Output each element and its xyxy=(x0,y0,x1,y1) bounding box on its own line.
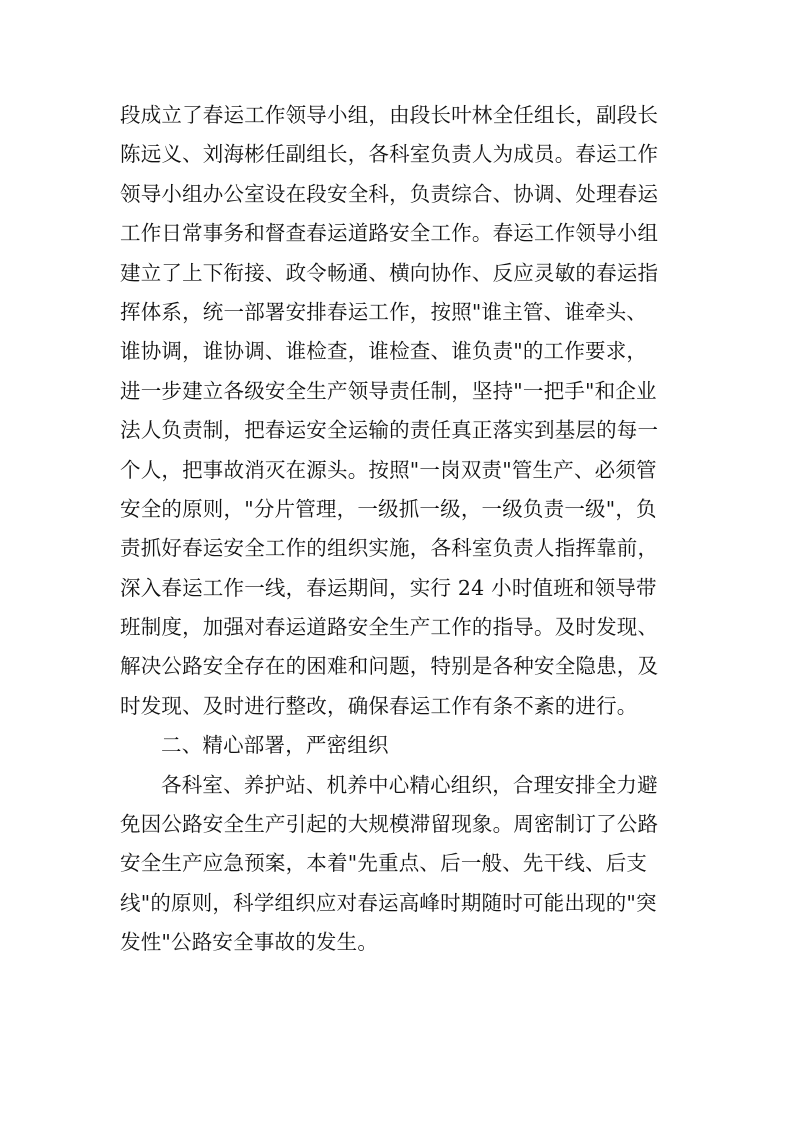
document-body xyxy=(120,96,680,963)
paragraph-line: 线"的原则，科学组织应对春运高峰时期随时可能出现的"突 xyxy=(120,890,657,915)
paragraph-line: 发性"公路安全事故的发生。 xyxy=(120,930,379,955)
paragraph-line: 深入春运工作一线，春运期间，实行 24 小时值班和领导带 xyxy=(120,575,657,600)
paragraph-line: 建立了上下衔接、政令畅通、横向协作、反应灵敏的春运指 xyxy=(120,260,659,285)
paragraph-line: 安全生产应急预案，本着"先重点、后一般、先干线、后支 xyxy=(120,851,648,876)
paragraph-line: 解决公路安全存在的困难和问题，特别是各种安全隐患，及 xyxy=(120,654,659,679)
paragraph-line: 免因公路安全生产引起的大规模滞留现象。周密制订了公路 xyxy=(120,812,659,837)
paragraph-line: 班制度，加强对春运道路安全生产工作的指导。及时发现、 xyxy=(120,615,659,640)
paragraph-line: 段成立了春运工作领导小组，由段长叶林全任组长，副段长 xyxy=(120,103,659,127)
section-heading: 二、精心部署，严密组织 xyxy=(161,733,389,758)
paragraph-line: 安全的原则，"分片管理，一级抓一级，一级负责一级"，负 xyxy=(120,496,657,521)
paragraph-line: 时发现、及时进行整改，确保春运工作有条不紊的进行。 xyxy=(120,693,638,718)
paragraph-1 xyxy=(120,96,680,726)
paragraph-line: 法人负责制，把春运安全运输的责任真正落实到基层的每一 xyxy=(120,418,659,443)
paragraph-2 xyxy=(120,766,680,963)
paragraph-line: 工作日常事务和督查春运道路安全工作。春运工作领导小组 xyxy=(120,221,659,246)
paragraph-line: 谁协调，谁协调、谁检查，谁检查、谁负责"的工作要求， xyxy=(120,339,648,364)
paragraph-line: 各科室、养护站、机养中心精心组织，合理安排全力避 xyxy=(161,772,658,797)
paragraph-line: 领导小组办公室设在段安全科，负责综合、协调、处理春运 xyxy=(120,181,659,206)
paragraph-line: 陈远义、刘海彬任副组长，各科室负责人为成员。春运工作 xyxy=(120,142,659,167)
paragraph-line: 挥体系，统一部署安排春运工作，按照"谁主管、谁牵头、 xyxy=(120,299,648,324)
paragraph-line: 责抓好春运安全工作的组织实施，各科室负责人指挥靠前， xyxy=(120,536,659,561)
paragraph-line: 个人，把事故消灭在源头。按照"一岗双责"管生产、必须管 xyxy=(120,457,657,482)
paragraph-line: 进一步建立各级安全生产领导责任制，坚持"一把手"和企业 xyxy=(120,378,657,403)
